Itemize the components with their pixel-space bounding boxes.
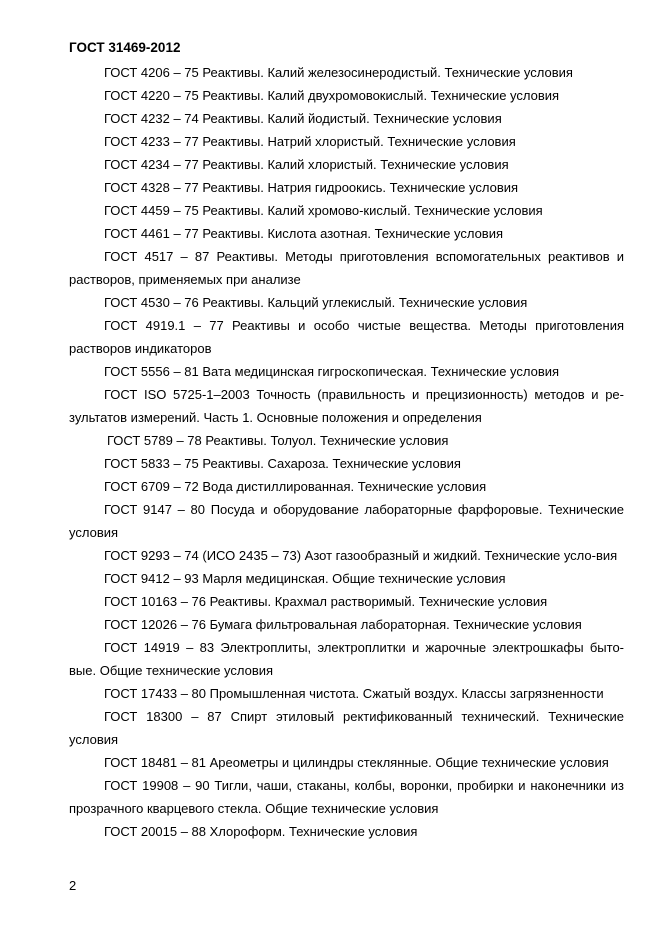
reference-item: ГОСТ 4206 – 75 Реактивы. Калий железосинеродистый. Технические условия [104,65,573,80]
reference-item: ГОСТ 4232 – 74 Реактивы. Калий йодистый. Технические условия [104,111,502,126]
reference-item: ГОСТ 17433 – 80 Промышленная чистота. Сжатый воздух. Классы загрязненности [104,686,604,701]
reference-item: ГОСТ 18481 – 81 Ареометры и цилиндры стеклянные. Общие технические условия [104,755,609,770]
reference-item: ГОСТ 9412 – 93 Марля медицинская. Общие технические условия [104,571,506,586]
reference-item: ГОСТ 5556 – 81 Вата медицинская гигроскопическая. Технические условия [104,364,560,379]
reference-item: ГОСТ ISO 5725-1–2003 Точность (правильность и прецизионность) методов и ре-зультатов измерений. Часть 1. Основные положения и определения [69,387,624,425]
document-header: ГОСТ 31469-2012 [69,40,181,55]
reference-item: ГОСТ 12026 – 76 Бумага фильтровальная лабораторная. Технические условия [104,617,582,632]
reference-item: ГОСТ 14919 – 83 Электроплиты, электроплитки и жарочные электрошкафы быто-вые. Общие технические условия [69,640,624,678]
reference-item: ГОСТ 4517 – 87 Реактивы. Методы приготовления вспомогательных реактивов и растворов, применяемых при анализе [69,249,624,287]
reference-item: ГОСТ 5789 – 78 Реактивы. Толуол. Технические условия [107,433,449,448]
reference-item: ГОСТ 4328 – 77 Реактивы. Натрия гидроокись. Технические условия [104,180,519,195]
page-number: 2 [69,878,77,893]
reference-item: ГОСТ 4234 – 77 Реактивы. Калий хлористый. Технические условия [104,157,509,172]
reference-item: ГОСТ 6709 – 72 Вода дистиллированная. Технические условия [104,479,487,494]
reference-item: ГОСТ 4919.1 – 77 Реактивы и особо чистые вещества. Методы приготовления растворов индикаторов [69,318,624,356]
references-list [69,61,624,843]
reference-item: ГОСТ 4220 – 75 Реактивы. Калий двухромовокислый. Технические условия [104,88,560,103]
reference-item: ГОСТ 4233 – 77 Реактивы. Натрий хлористый. Технические условия [104,134,516,149]
reference-item: ГОСТ 18300 – 87 Спирт этиловый ректификованный технический. Технические условия [69,709,624,747]
reference-item: ГОСТ 20015 – 88 Хлороформ. Технические условия [104,824,418,839]
reference-item: ГОСТ 4530 – 76 Реактивы. Кальций углекислый. Технические условия [104,295,528,310]
reference-item: ГОСТ 4461 – 77 Реактивы. Кислота азотная. Технические условия [104,226,504,241]
reference-item: ГОСТ 19908 – 90 Тигли, чаши, стаканы, колбы, воронки, пробирки и наконечники из прозрачного кварцевого стекла. Общие технические условия [69,778,624,816]
reference-item: ГОСТ 10163 – 76 Реактивы. Крахмал растворимый. Технические условия [104,594,548,609]
reference-item: ГОСТ 4459 – 75 Реактивы. Калий хромово-кислый. Технические условия [104,203,543,218]
reference-item: ГОСТ 9293 – 74 (ИСО 2435 – 73) Азот газообразный и жидкий. Технические усло-вия [104,548,618,563]
reference-item: ГОСТ 9147 – 80 Посуда и оборудование лабораторные фарфоровые. Технические условия [69,502,624,540]
reference-item: ГОСТ 5833 – 75 Реактивы. Сахароза. Технические условия [104,456,461,471]
